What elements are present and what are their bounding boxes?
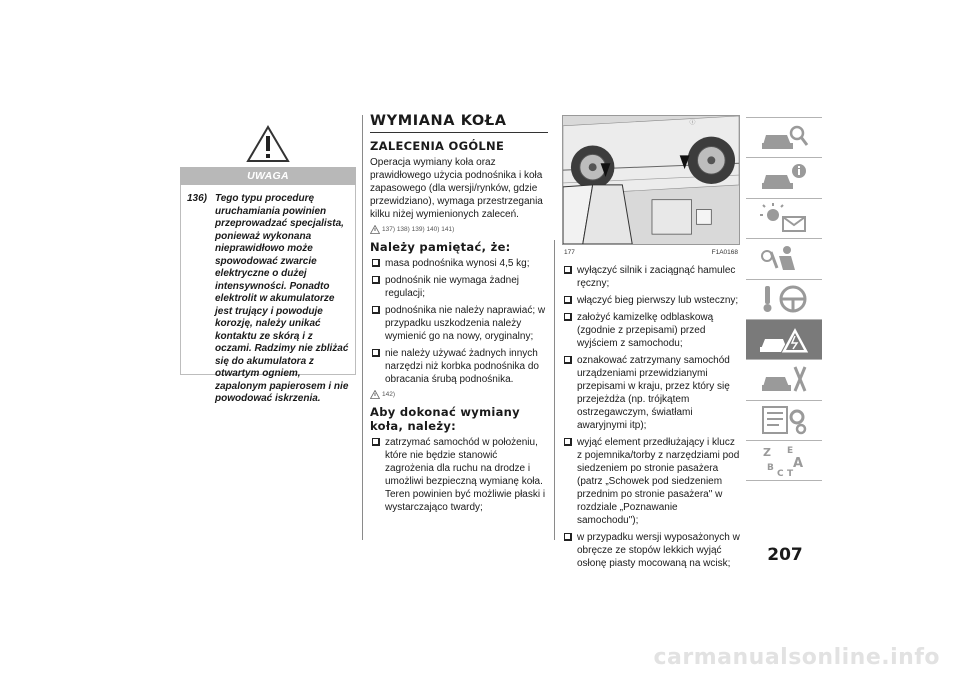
checkbox-bullet-icon: [564, 296, 572, 304]
figure-code: F1A0168: [711, 249, 738, 256]
sidebar-item-light-mail[interactable]: [746, 198, 822, 238]
warning-box: [180, 125, 356, 404]
list-item: masa podnośnika wynosi 4,5 kg;: [370, 257, 548, 270]
checkbox-bullet-icon: [372, 306, 380, 314]
small-warning-icon: [370, 225, 380, 234]
remember-list: [370, 257, 548, 386]
checkbox-bullet-icon: [372, 349, 380, 357]
key-steering-icon: [757, 282, 811, 316]
warning-content: [180, 185, 356, 404]
list-item: zatrzymać samochód w położeniu, które nie będzie stanowić zagrożenia dla ruchu na drodze i umożliwi bezpieczną wymianę koła. Teren powinien być możliwie płaski i wystarczająco twardy;: [370, 436, 548, 514]
checkbox-bullet-icon: [564, 533, 572, 541]
sidebar-item-car-info[interactable]: [746, 157, 822, 197]
figure-caption: [562, 249, 740, 256]
car-info-icon: [757, 161, 811, 195]
warning-number: 136): [187, 193, 208, 204]
list-item: wyłączyć silnik i zaciągnąć hamulec ręczny;: [562, 264, 740, 290]
car-search-icon: [757, 121, 811, 155]
sidebar-item-emergency[interactable]: [746, 319, 822, 359]
checkbox-bullet-icon: [564, 356, 572, 364]
list-item: podnośnik nie wymaga żadnej regulacji;: [370, 274, 548, 300]
chapter-sidebar: [746, 117, 822, 481]
section-subtitle: ZALECENIA OGÓLNE: [370, 139, 505, 153]
spec-sheet-icon: [757, 403, 811, 437]
checkbox-bullet-icon: [372, 259, 380, 267]
svg-text:T: T: [787, 469, 794, 478]
warning-heading: UWAGA: [180, 167, 356, 185]
page-number: 207: [767, 545, 803, 565]
car-service-icon: [757, 363, 811, 397]
watermark: carmanualsonline.info: [653, 645, 940, 670]
list-item: założyć kamizelkę odblaskową (zgodnie z przepisami) przed wyjściem z samochodu;: [562, 311, 740, 350]
svg-text:ⓘ: ⓘ: [689, 119, 696, 126]
warning-refs: 137) 138) 139) 140) 141): [370, 225, 548, 234]
sidebar-item-spec-sheet[interactable]: [746, 400, 822, 440]
sidebar-item-car-service[interactable]: [746, 359, 822, 399]
svg-text:C: C: [777, 469, 784, 478]
steps-list: [562, 264, 740, 570]
light-mail-icon: [757, 201, 811, 235]
sidebar-item-airbag-seat[interactable]: [746, 238, 822, 278]
figure-wheel-illustration: [562, 115, 740, 245]
sidebar-item-key-steering[interactable]: [746, 279, 822, 319]
warning-triangle-icon: [246, 125, 290, 163]
list-item: w przypadku wersji wyposażonych w obręcze ze stopów lekkich wyjąć osłonę piasty mocowaną na wcisk;: [562, 531, 740, 570]
van-wheel-illustration: [563, 116, 739, 244]
section-title: WYMIANA KOŁA: [370, 113, 548, 133]
proceed-heading: Aby dokonać wymiany koła, należy:: [370, 405, 520, 433]
airbag-seat-icon: [757, 242, 811, 276]
svg-text:Z: Z: [763, 446, 771, 460]
intro-paragraph: Operacja wymiany koła oraz prawidłowego użycia podnośnika i koła zapasowego (dla wersji/rynków, gdzie przewidziano), wymaga przestrzegania kilku niżej wymienionych zaleceń.: [370, 157, 543, 220]
checkbox-bullet-icon: [564, 438, 572, 446]
right-column: [562, 115, 740, 574]
checkbox-bullet-icon: [564, 313, 572, 321]
column-divider: [362, 115, 363, 540]
remember-heading: Należy pamiętać, że:: [370, 240, 511, 254]
checkbox-bullet-icon: [372, 438, 380, 446]
checkbox-bullet-icon: [372, 276, 380, 284]
small-warning-icon: [370, 390, 380, 399]
warning-text: Tego typu procedurę uruchamiania powinien przeprowadzać specjalista, ponieważ wykonana nieprawidłowo może spowodować zwarcie elektryczne o dużej intensywności. Ponadto elektrolit w akumulatorze jest trujący i powoduje korozję, należy unikać kontaktu ze skórą i z oczami. Radzimy nie zbliżać się do akumulatora z otwartym ogniem, zapalonym papierosem i nie powodować iskrzenia.: [215, 193, 349, 404]
figure-number: 177: [564, 249, 575, 256]
alphabet-index-icon: [757, 443, 811, 477]
warning-refs: 142): [370, 390, 548, 399]
list-item: wyjąć element przedłużający i klucz z pojemnika/torby z narzędziami pod siedzeniem po stronie pasażera (patrz „Schowek pod siedzeniem przednim po stronie pasażera" w rozdziale „Poznawanie samochodu");: [562, 436, 740, 527]
svg-text:E: E: [787, 446, 794, 457]
list-item: oznakować zatrzymany samochód urządzeniami przewidzianymi przepisami w kraju, przez który się przejeżdża (np. trójkątem ostrzegawczym, światłami awaryjnymi itp);: [562, 354, 740, 432]
list-item: podnośnika nie należy naprawiać; w przypadku uszkodzenia należy wymienić go na nowy, oryginalny;: [370, 304, 548, 343]
svg-text:A: A: [793, 456, 804, 472]
list-item: nie należy używać żadnych innych narzędzi niż korbka podnośnika do obracania śrubą podnośnika.: [370, 347, 548, 386]
column-divider: [554, 240, 555, 540]
list-item: włączyć bieg pierwszy lub wsteczny;: [562, 294, 740, 307]
proceed-list: [370, 436, 548, 514]
svg-text:B: B: [767, 463, 774, 474]
sidebar-item-car-search[interactable]: [746, 117, 822, 157]
sidebar-item-alphabet-index[interactable]: [746, 440, 822, 480]
checkbox-bullet-icon: [564, 266, 572, 274]
car-hazard-icon: [757, 323, 811, 357]
main-column: [370, 113, 548, 518]
